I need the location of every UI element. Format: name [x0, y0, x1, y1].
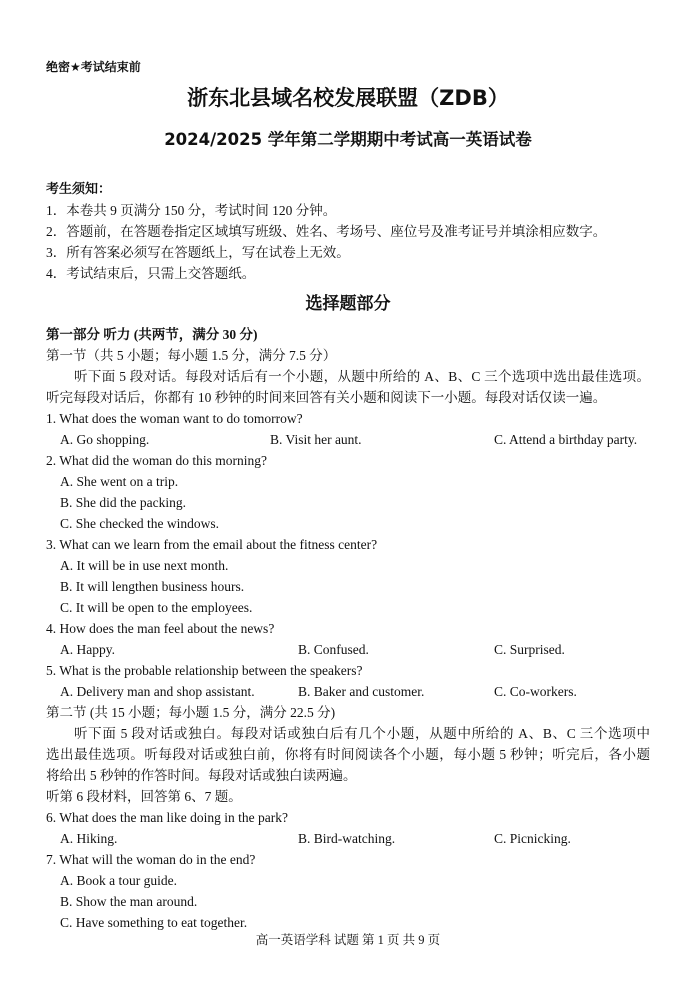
question-stem: 4. How does the man feel about the news? — [46, 621, 275, 636]
option-c: C. Picnicking. — [494, 831, 571, 846]
material-instruction: 听第 6 段材料，回答第 6、7 题。 — [46, 789, 242, 804]
sec2-instructions: 听下面 5 段对话或独白。每段对话或独白后有几个小题，从题中所给的 A、B、C 三个选项中 — [74, 726, 650, 741]
sec1-heading: 第一节（共 5 小题；每小题 1.5 分，满分 7.5 分） — [46, 348, 337, 363]
option-b: B. Show the man around. — [60, 894, 198, 909]
question-stem: 1. What does the woman want to do tomorrow? — [46, 411, 303, 426]
sec2-instructions: 选出最佳选项。听每段对话或独白前，你将有时间阅读各个小题，每小题 5 秒钟；听完后，各小题 — [46, 747, 650, 762]
option-c: C. Have something to eat together. — [60, 915, 248, 930]
option-a: A. Book a tour guide. — [60, 873, 177, 888]
notice-heading: 考生须知： — [46, 182, 112, 197]
question-stem: 3. What can we learn from the email about the fitness center? — [46, 537, 378, 552]
sec1-instructions: 听完每段对话后，你都有 10 秒钟的时间来回答有关小题和阅读下一小题。每段对话仅读一遍。 — [46, 390, 607, 405]
option-c: C. It will be open to the employees. — [60, 600, 253, 615]
notice-item: 4．考试结束后，只需上交答题纸。 — [46, 266, 256, 281]
exam-subtitle: 2024/2025 学年第二学期期中考试高一英语试卷 — [164, 130, 532, 149]
notice-item: 2．答题前，在答题卷指定区域填写班级、姓名、考场号、座位号及准考证号并填涂相应数字。 — [46, 224, 607, 239]
part1-heading: 第一部分 听力 (共两节，满分 30 分) — [46, 327, 258, 342]
question-stem: 5. What is the probable relationship between the speakers? — [46, 663, 363, 678]
page-footer: 高一英语学科 试题 第 1 页 共 9 页 — [255, 933, 441, 947]
option-c: C. Co-workers. — [494, 684, 577, 699]
question-stem: 7. What will the woman do in the end? — [46, 852, 256, 867]
option-b: B. She did the packing. — [60, 495, 186, 510]
question-stem: 2. What did the woman do this morning? — [46, 453, 267, 468]
option-c: C. Surprised. — [494, 642, 565, 657]
option-a: A. She went on a trip. — [60, 474, 179, 489]
option-b: B. Confused. — [298, 642, 369, 657]
notice-item: 3．所有答案必须写在答题纸上，写在试卷上无效。 — [46, 245, 350, 260]
question-stem: 6. What does the man like doing in the park? — [46, 810, 288, 825]
exam-title: 浙东北县域名校发展联盟（ZDB） — [187, 86, 509, 110]
option-b: B. Visit her aunt. — [270, 432, 362, 447]
option-c: C. Attend a birthday party. — [494, 432, 638, 447]
notice-item: 1．本卷共 9 页满分 150 分，考试时间 120 分钟。 — [46, 203, 337, 218]
option-a: A. Delivery man and shop assistant. — [60, 684, 255, 699]
confidential-label: 绝密★考试结束前 — [46, 60, 141, 74]
option-a: A. Go shopping. — [60, 432, 150, 447]
sec1-instructions: 听下面 5 段对话。每段对话后有一个小题，从题中所给的 A、B、C 三个选项中选出最佳选项。 — [74, 369, 650, 384]
option-b: B. It will lengthen business hours. — [60, 579, 245, 594]
section-title: 选择题部分 — [305, 294, 391, 314]
option-a: A. Hiking. — [60, 831, 118, 846]
option-b: B. Baker and customer. — [298, 684, 425, 699]
option-c: C. She checked the windows. — [60, 516, 219, 531]
option-a: A. It will be in use next month. — [60, 558, 229, 573]
option-a: A. Happy. — [60, 642, 115, 657]
sec2-heading: 第二节 (共 15 小题；每小题 1.5 分，满分 22.5 分) — [46, 705, 336, 720]
option-b: B. Bird-watching. — [298, 831, 396, 846]
sec2-instructions: 将给出 5 秒钟的作答时间。每段对话或独白读两遍。 — [46, 768, 357, 783]
